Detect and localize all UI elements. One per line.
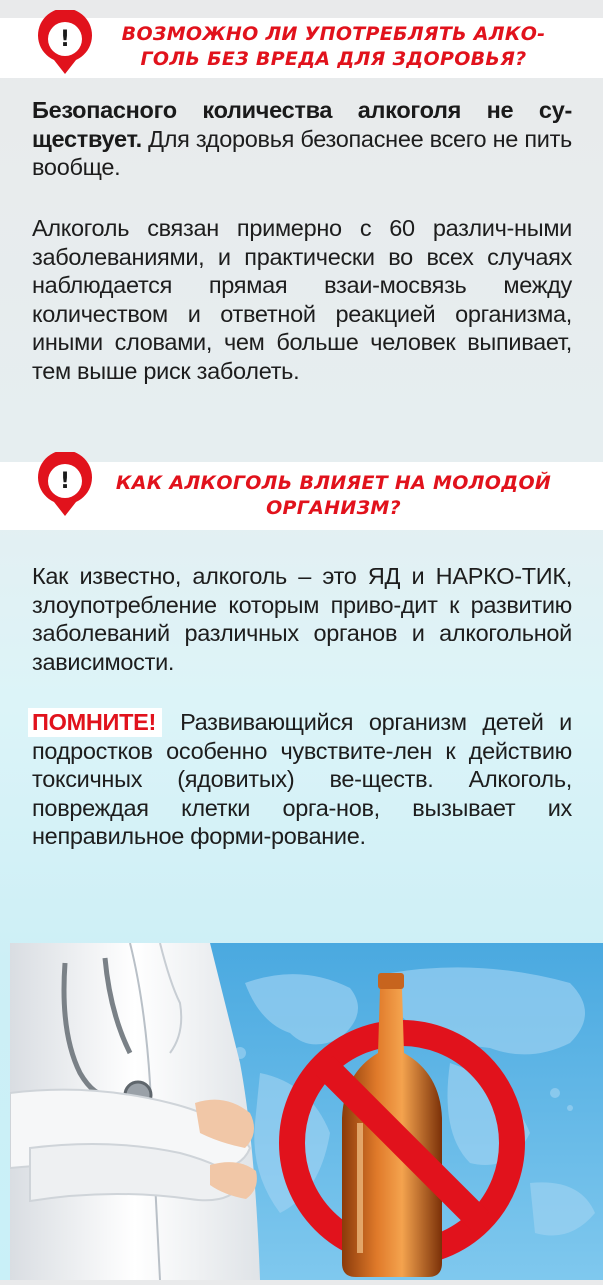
section2-paragraph2-text: Развивающийся организм детей и подростков особенно чувствите-лен к действию токсичных (ядовитых) ве-ществ. Алкоголь, повреждая клетки орга-нов, вызывает их неправильное форми-рование.: [32, 709, 572, 849]
section2-paragraph2: [32, 708, 572, 851]
section1-paragraph1: [32, 96, 572, 182]
doctor-with-stethoscope: [10, 943, 260, 1280]
section2-title-line2: ОРГАНИЗМ?: [266, 497, 401, 519]
section1-title-line2: ГОЛЬ БЕЗ ВРЕДА ДЛЯ ЗДОРОВЬЯ?: [140, 48, 527, 70]
section2-title: [92, 471, 575, 521]
section1-paragraph1-bold: Безопасного количества алкоголя не су-ществует.: [32, 97, 572, 152]
section1-paragraph2: Алкоголь связан примерно с 60 различ-ными заболеваниями, и практически во всех случаях наблюдается прямая взаи-мосвязь между количеством и ответной реакцией организма, иными словами, чем больше человек выпивает, тем выше риск заболеть.: [32, 215, 572, 384]
illustration: [10, 943, 603, 1280]
remember-label: ПОМНИТЕ!: [28, 708, 162, 737]
section1-title-line1: ВОЗМОЖНО ЛИ УПОТРЕБЛЯТЬ АЛКО-: [121, 23, 546, 45]
exclamation-pin-icon: !: [36, 452, 94, 518]
section1-paragraph1-rest: Для здоровья безопаснее всего не пить вообще.: [32, 125, 572, 180]
section2-paragraph1: Как известно, алкоголь – это ЯД и НАРКО-ТИК, злоупотребление которым приво-дит к развитию заболеваний различных органов и алкогольной зависимости.: [32, 563, 572, 675]
exclamation-pin-icon: !: [36, 10, 94, 76]
section2-title-line1: КАК АЛКОГОЛЬ ВЛИЯЕТ НА МОЛОДОЙ: [115, 472, 552, 494]
section1-title: [92, 22, 575, 72]
